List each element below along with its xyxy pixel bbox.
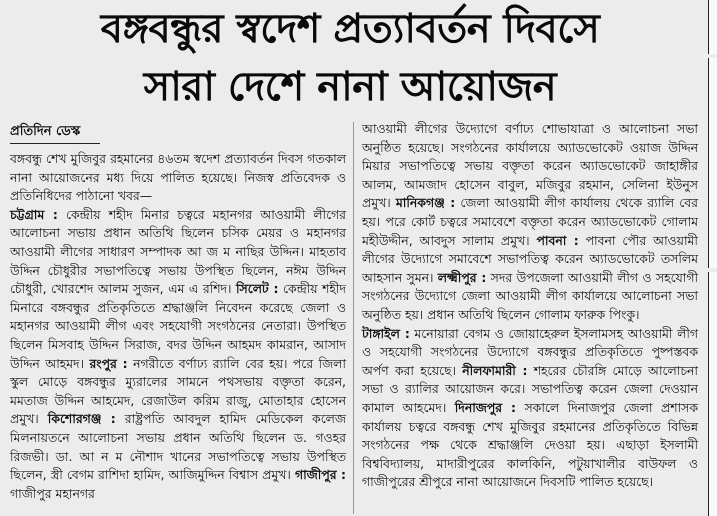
region-reports-paragraph xyxy=(10,206,346,504)
report-gazipur-continued: আওয়ামী লীগের উদ্যোগে বর্ণাঢ্য শোভাযাত্রা ও আলোচনা সভা অনুষ্ঠিত হয়েছে। সংগঠনের কার্যালয়ে অ্যাডভোকেট ওয়াজ উদ্দিন মিয়ার সভাপতিত্বে সভায় বক্তৃতা করেন অ্যাডভোকেট জাহাঙ্গীর আলম, আমজাদ হোসেন বাবুল, মজিবুর রহমান, সেলিনা ইউনুস প্রমুখ। xyxy=(362,121,698,211)
report-lakshmipur: সদর উপজেলা আওয়ামী লীগ ও সহযোগী সংগঠনের উদ্যোগে জেলা আওয়ামী লীগ কার্যালয়ে আলোচনা সভা অনুষ্ঠিত হয়। প্রধান অতিথি ছিলেন গোলাম ফারুক পিংকু। xyxy=(362,269,698,322)
dateline-sylhet: সিলেট : xyxy=(235,281,279,297)
report-tangail: মনোয়ারা বেগম ও জোয়াহেরুল ইসলামসহ আওয়ামী লীগ ও সহযোগী সংগঠনের উদ্যোগে বঙ্গবন্ধুর প্রতিকৃতিতে পুষ্পস্তবক অর্পণ করা হয়েছে। xyxy=(362,325,699,378)
report-gazipur: গাজীপুর মহানগর xyxy=(10,485,95,501)
dateline-gazipur: গাজীপুর : xyxy=(294,467,346,483)
adjacent-page-strip-middle xyxy=(708,58,717,268)
headline-line-1: বঙ্গবন্ধুর স্বদেশ প্রত্যাবর্তন দিবসে xyxy=(100,6,600,52)
dateline-chattogram: চট্টগ্রাম : xyxy=(10,206,58,222)
dateline-rangpur: রংপুর : xyxy=(89,355,128,371)
adjacent-page-strip-top xyxy=(708,0,717,54)
report-sylhet: কেন্দ্রীয় শহীদ মিনারে বঙ্গবন্ধুর প্রতিকৃতিতে শ্রদ্ধাঞ্জলি নিবেদন করেছে জেলা ও মহানগর আওয়ামী লীগ এবং সহযোগী সংগঠনের নেতারা। উপস্থিত ছিলেন মিসবাহ উদ্দিন সিরাজ, বদর উদ্দিন আহমদ কামরান, আসাদ উদ্দিন আহমদ। xyxy=(10,281,346,371)
intro-paragraph: বঙ্গবন্ধু শেখ মুজিবুর রহমানের ৪৬তম স্বদেশ প্রত্যাবর্তন দিবস গতকাল নানা আয়োজনের মধ্য দিয়ে পালিত হয়েছে। নিজস্ব প্রতিবেদক ও প্রতিনিধিদের পাঠানো খবর— xyxy=(10,151,346,204)
adjacent-page-strip-bottom xyxy=(708,272,717,516)
report-manikganj: জেলা আওয়ামী লীগ কার্যালয় থেকে র‌্যালি বের হয়। পরে কোর্ট চত্বরে সমাবেশে বক্তৃতা করেন অ্যাডভোকেট গোলাম মহীউদ্দীন, আবদুস সালাম প্রমুখ। xyxy=(362,195,698,248)
dateline-dinajpur: দিনাজপুর : xyxy=(454,399,516,415)
dateline-lakshmipur: লক্ষ্মীপুর : xyxy=(437,269,487,285)
continued-paragraph xyxy=(362,120,698,325)
desk-byline: প্রতিদিন ডেস্ক xyxy=(10,124,81,139)
report-pabna: পাবনা পৌর আওয়ামী লীগের উদ্যোগে সমাবেশে সভাপতিত্ব করেন অ্যাডভোকেট তসলিম আহসান সুমন। xyxy=(362,232,698,285)
column-divider xyxy=(353,122,354,514)
report-chattogram: কেন্দ্রীয় শহীদ মিনার চত্বরে মহানগর আওয়ামী লীগের আলোচনা সভায় প্রধান অতিথি ছিলেন চসিক মেয়র ও মহানগর আওয়ামী লীগের সাধারণ সম্পাদক আ জ ম নাছির উদ্দিন। মাহতাব উদ্দিন চৌধুরীর সভাপতিত্বে সভায় উপস্থিত ছিলেন, নঈম উদ্দিন চৌধুরী, খোরশেদ আলম সুজন, এম এ রশিদ। xyxy=(10,206,346,297)
dateline-manikganj: মানিকগঞ্জ : xyxy=(395,195,456,211)
report-rangpur: নগরীতে বর্ণাঢ্য র‌্যালি বের হয়। পরে জিলা স্কুল মোড়ে বঙ্গবন্ধুর ম্যুরালের সামনে পথসভায় বক্তৃতা করেন, মমতাজ উদ্দিন আহমেদ, রেজাউল করিম রাজু, মোতাহার হোসেন প্রমুখ। xyxy=(10,355,346,427)
report-dinajpur: সকালে দিনাজপুর জেলা প্রশাসক কার্যালয় চত্বরে বঙ্গবন্ধু শেখ মুজিবুর রহমানের প্রতিকৃতিতে বিভিন্ন সংগঠনের পক্ষ থেকে শ্রদ্ধাঞ্জলি দেওয়া হয়। এছাড়া ইসলামী বিশ্ববিদ্যালয়, মাদারীপুরের কালকিনি, পটুয়াখালীর বাউফল ও গাজীপুরের শ্রীপুরে নানা আয়োজনে দিবসটি পালিত হয়েছে। xyxy=(362,399,699,490)
byline-underline xyxy=(10,143,100,144)
report-kishoreganj: রাষ্ট্রপতি আবদুল হামিদ মেডিকেল কলেজ মিলনায়তনে আলোচনা সভায় প্রধান অতিথি ছিলেন ড. গওহর রিজভী। ডা. আ ন ম নৌশাদ খানের সভাপতিত্বে সভায় উপস্থিত ছিলেন, স্ত্রী বেগম রাশিদা হামিদ, আজিমুদ্দিন বিশ্বাস প্রমুখ। xyxy=(10,411,346,483)
report-nilphamari: শহরের চৌরঙ্গি মোড়ে আলোচনা সভা ও র‌্যালির আয়োজন করে। সভাপতিত্ব করেন জেলা দেওয়ান কামাল আহমেদ। xyxy=(362,362,698,415)
north-reports-paragraph xyxy=(362,325,698,492)
dateline-tangail: টাঙ্গাইল : xyxy=(362,325,410,341)
dateline-nilphamari: নীলফামারী : xyxy=(462,362,528,378)
dateline-pabna: পাবনা : xyxy=(536,232,579,248)
article-column-1 xyxy=(10,150,346,503)
headline-line-2: সারা দেশে নানা আয়োজন xyxy=(143,64,557,110)
article-column-2 xyxy=(362,120,698,492)
dateline-kishoreganj: কিশোরগঞ্জ : xyxy=(47,411,116,427)
